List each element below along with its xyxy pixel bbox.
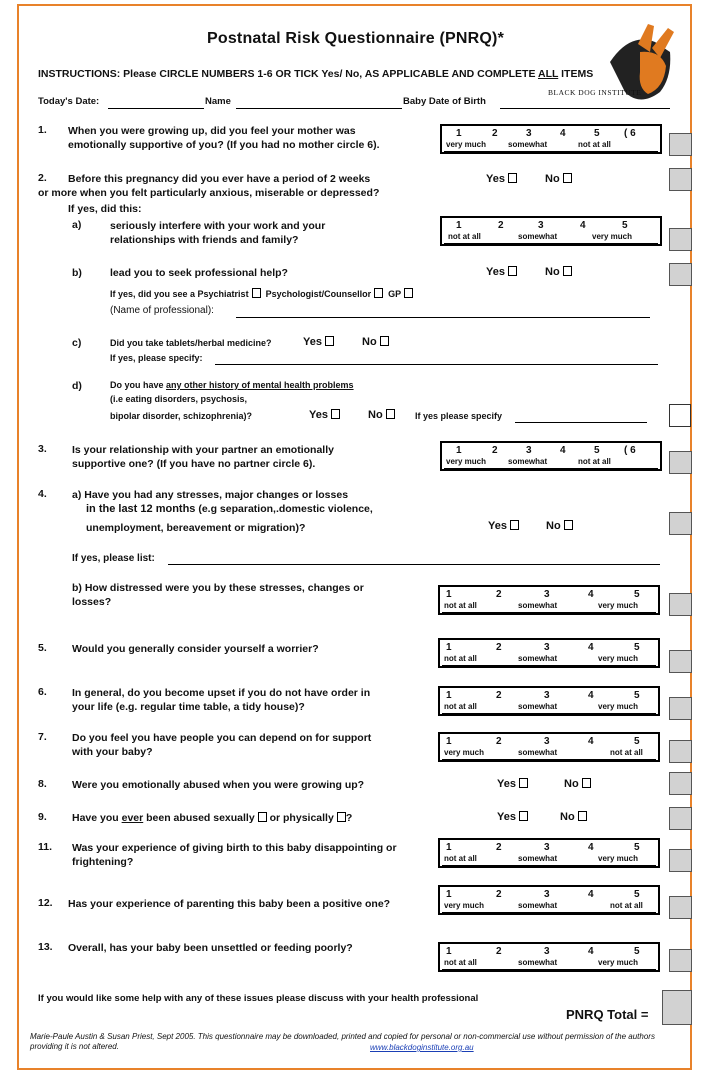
q11-text: Was your experience of giving birth to this baby disappointing or frightening? (72, 842, 397, 868)
checkbox-icon (386, 409, 395, 419)
q9-number: 9. (38, 811, 47, 823)
q2a-label: a) (72, 219, 82, 231)
q8-number: 8. (38, 778, 47, 790)
q3-score-box[interactable] (669, 451, 692, 474)
q9-text: Have you ever been abused sexually or physically ? (72, 812, 353, 824)
q2d-no[interactable]: No (368, 409, 395, 421)
q2d-label: d) (72, 380, 82, 392)
q8-yes[interactable]: Yes (497, 778, 528, 790)
q11-number: 11. (38, 841, 53, 853)
q4-yes[interactable]: Yes (488, 520, 519, 532)
footer-link[interactable]: www.blackdoginstitute.org.au (370, 1043, 474, 1052)
checkbox-icon (563, 266, 572, 276)
q2b-yes[interactable]: Yes (486, 266, 517, 278)
q4a-score-box[interactable] (669, 512, 692, 535)
checkbox-icon (563, 173, 572, 183)
checkbox-icon (508, 173, 517, 183)
todays-date-label: Today's Date: (38, 96, 100, 107)
q5-number: 5. (38, 642, 47, 654)
q2c-no[interactable]: No (362, 336, 389, 348)
checkbox-icon (325, 336, 334, 346)
total-label: PNRQ Total = (566, 1007, 649, 1022)
q12-text: Has your experience of parenting this baby been a positive one? (68, 898, 391, 910)
q2d-specify-field[interactable] (515, 422, 647, 423)
q2d-text2: (i.e eating disorders, psychosis, (110, 394, 248, 404)
q8-score-box[interactable] (669, 772, 692, 795)
q7-scale[interactable]: 1 2 3 4 5 very much somewhat not at all (438, 732, 660, 762)
q2b-label: b) (72, 267, 82, 279)
q5-scale[interactable]: 1 2 3 4 5 not at all somewhat very much (438, 638, 660, 668)
checkbox-icon (519, 778, 528, 788)
q7-number: 7. (38, 731, 47, 743)
q3-scale[interactable]: 1 2 3 4 5 ( 6 very much somewhat not at all (440, 441, 662, 471)
q6-score-box[interactable] (669, 697, 692, 720)
q5-text: Would you generally consider yourself a worrier? (72, 643, 319, 655)
q2c-specify: If yes, please specify: (110, 353, 203, 363)
q2c-text: Did you take tablets/herbal medicine? (110, 338, 272, 348)
todays-date-field[interactable] (108, 108, 204, 109)
q8-text: Were you emotionally abused when you were growing up? (72, 779, 365, 791)
checkbox-icon (582, 778, 591, 788)
q2b-who: If yes, did you see a Psychiatrist Psychologist/Counsellor GP (110, 288, 413, 299)
instructions-post: ITEMS (558, 68, 594, 80)
instructions-all: ALL (537, 68, 559, 80)
q2c-yes[interactable]: Yes (303, 336, 334, 348)
q2-score-box[interactable] (669, 168, 692, 191)
checkbox-icon[interactable] (404, 288, 413, 298)
checkbox-icon (331, 409, 340, 419)
q3-text: Is your relationship with your partner an emotionally supportive one? (If you have no partner circle 6). (72, 444, 334, 470)
page-title: Postnatal Risk Questionnaire (PNRQ)* (206, 30, 505, 47)
q2d-text3: bipolar disorder, schizophrenia)? (110, 411, 253, 421)
total-score-box[interactable] (662, 990, 692, 1025)
q4a-text2: in the last 12 months (e.g separation,.domestic violence, (86, 503, 373, 515)
checkbox-icon[interactable] (337, 812, 346, 822)
q13-number: 13. (38, 941, 53, 953)
q4b-scale[interactable]: 1 2 3 4 5 not at all somewhat very much (438, 585, 660, 615)
q5-score-box[interactable] (669, 650, 692, 673)
help-text: If you would like some help with any of these issues please discuss with your health professional (38, 993, 479, 1004)
q4-list-field[interactable] (168, 564, 660, 565)
q8-no[interactable]: No (564, 778, 591, 790)
checkbox-icon[interactable] (258, 812, 267, 822)
q3-number: 3. (38, 443, 47, 455)
checkbox-icon (380, 336, 389, 346)
q2b-name-label: (Name of professional): (110, 305, 214, 316)
q2b-score-box[interactable] (669, 263, 692, 286)
name-label: Name (205, 96, 231, 107)
q4b-text: b) How distressed were you by these stresses, changes or losses? (72, 582, 364, 608)
q2-ifyes: If yes, did this: (68, 203, 142, 215)
q13-score-box[interactable] (669, 949, 692, 972)
q12-number: 12. (38, 897, 53, 909)
checkbox-icon[interactable] (252, 288, 261, 298)
q2c-label: c) (72, 337, 82, 349)
q11-score-box[interactable] (669, 849, 692, 872)
q2-yes[interactable]: Yes (486, 173, 517, 185)
q4-number: 4. (38, 488, 47, 500)
q13-text: Overall, has your baby been unsettled or feeding poorly? (68, 942, 353, 954)
q6-text: In general, do you become upset if you do not have order in your life (e.g. regular time table, a tidy house)? (72, 687, 371, 713)
q7-text: Do you feel you have people you can depend on for support with your baby? (72, 732, 372, 758)
q2d-text: Do you have any other history of mental health problems (110, 380, 354, 390)
q2-no[interactable]: No (545, 173, 572, 185)
q2c-specify-field[interactable] (215, 364, 658, 365)
q12-score-box[interactable] (669, 896, 692, 919)
logo-text: BLACK DOG INSTITUTE (548, 88, 642, 97)
q2-text1: Before this pregnancy did you ever have a period of 2 weeks (68, 173, 371, 185)
q9-yes[interactable]: Yes (497, 811, 528, 823)
q1-scale[interactable]: 1 2 3 4 5 ( 6 very much somewhat not at all (440, 124, 662, 154)
instructions (38, 68, 593, 80)
baby-dob-field[interactable] (500, 108, 670, 109)
baby-dob-label: Baby Date of Birth (403, 96, 486, 107)
q9-no[interactable]: No (560, 811, 587, 823)
q1-number: 1. (38, 124, 47, 136)
q11-scale[interactable]: 1 2 3 4 5 not at all somewhat very much (438, 838, 660, 868)
checkbox-icon (510, 520, 519, 530)
checkbox-icon (578, 811, 587, 821)
q4a-text1: a) Have you had any stresses, major changes or losses (72, 489, 349, 501)
q2a-scale[interactable]: 1 2 3 4 5 not at all somewhat very much (440, 216, 662, 246)
q1-score-box[interactable] (669, 133, 692, 156)
q2-number: 2. (38, 172, 47, 184)
checkbox-icon (519, 811, 528, 821)
q4-list-label: If yes, please list: (72, 553, 155, 564)
instructions-pre: INSTRUCTIONS: Please CIRCLE NUMBERS 1-6 OR TICK Yes/ No, AS APPLICABLE AND COMPLETE (38, 68, 538, 80)
q4b-score-box[interactable] (669, 593, 692, 616)
q2-text2: or more when you felt particularly anxious, miserable or depressed? (38, 187, 380, 199)
q2d-specify: If yes please specify (415, 411, 503, 421)
q2d-score-box[interactable] (669, 404, 691, 427)
q13-scale[interactable]: 1 2 3 4 5 not at all somewhat very much (438, 942, 660, 972)
footer-credit: Marie-Paule Austin & Susan Priest, Sept 2005. This questionnaire may be downloaded, printed and copied for personal or non-commercial use without permission of the authors providing it is not altered. (30, 1032, 655, 1051)
checkbox-icon[interactable] (374, 288, 383, 298)
q2a-text: seriously interfere with your work and your relationships with friends and family? (110, 220, 326, 246)
q12-scale[interactable]: 1 2 3 4 5 very much somewhat not at all (438, 885, 660, 915)
checkbox-icon (564, 520, 573, 530)
q9-score-box[interactable] (669, 807, 692, 830)
q6-number: 6. (38, 686, 47, 698)
q2b-text: lead you to seek professional help? (110, 267, 288, 279)
q1-text: When you were growing up, did you feel your mother was emotionally supportive of you? (If you had no mother circle 6). (68, 125, 380, 151)
q4a-text4: unemployment, bereavement or migration)? (86, 522, 306, 534)
q2d-yes[interactable]: Yes (309, 409, 340, 421)
q4-no[interactable]: No (546, 520, 573, 532)
q2b-name-field[interactable] (236, 317, 650, 318)
q6-scale[interactable]: 1 2 3 4 5 not at all somewhat very much (438, 686, 660, 716)
checkbox-icon (508, 266, 517, 276)
q2a-score-box[interactable] (669, 228, 692, 251)
q7-score-box[interactable] (669, 740, 692, 763)
name-field[interactable] (236, 108, 402, 109)
q2b-no[interactable]: No (545, 266, 572, 278)
